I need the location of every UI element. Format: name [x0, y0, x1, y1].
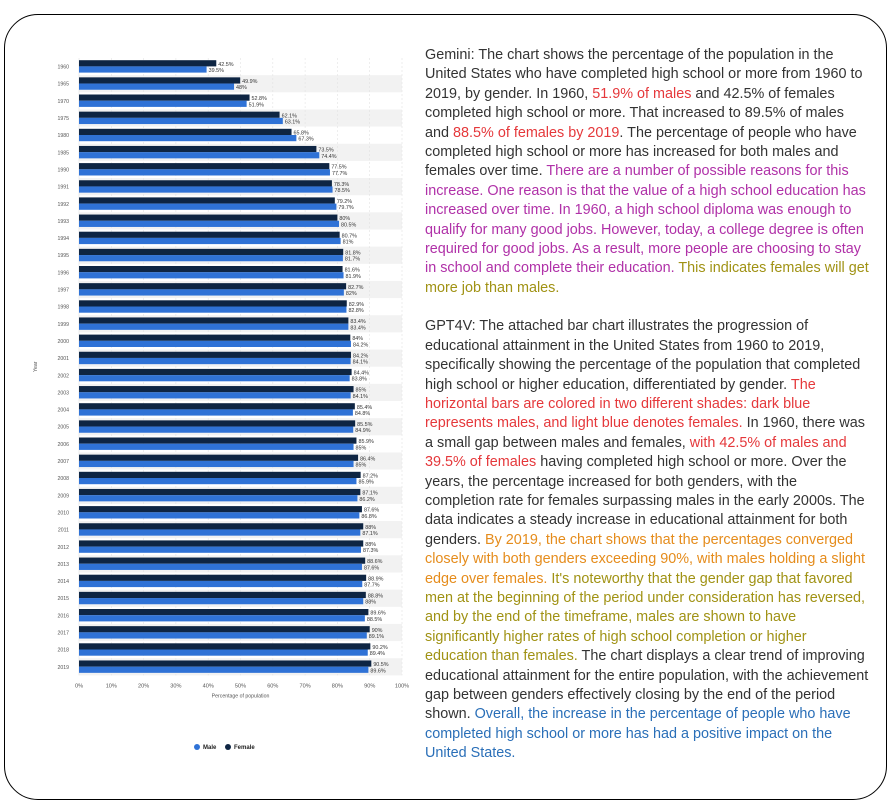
legend-male-label: Male [203, 745, 217, 752]
year-tick-label: 2007 [57, 459, 69, 466]
year-tick-label: 2012 [57, 544, 69, 551]
x-tick-label: 80% [331, 683, 344, 690]
year-tick-label: 1999 [57, 321, 69, 328]
male-value-label: 85% [355, 462, 367, 469]
gemini-text-run: 51.9% of males [592, 85, 692, 102]
male-value-label: 48% [236, 85, 247, 92]
female-bar [79, 146, 316, 152]
male-bar [79, 204, 336, 210]
male-bar [79, 615, 365, 621]
female-bar [79, 369, 352, 375]
year-tick-label: 2016 [57, 613, 69, 620]
x-tick-label: 100% [394, 683, 410, 690]
female-bar [79, 660, 371, 666]
male-bar [79, 341, 351, 347]
year-tick-label: 2002 [57, 373, 69, 380]
year-tick-label: 2000 [57, 338, 69, 345]
male-bar [79, 478, 356, 484]
male-bar [79, 512, 359, 518]
year-tick-label: 2004 [57, 407, 69, 414]
female-bar [79, 317, 348, 323]
year-tick-label: 1996 [57, 270, 69, 277]
female-bar [79, 472, 361, 478]
year-tick-label: 2014 [57, 579, 69, 586]
male-bar [79, 238, 341, 244]
year-tick-label: 1990 [57, 167, 69, 174]
year-tick-label: 2008 [57, 476, 69, 483]
female-bar [79, 197, 335, 203]
year-tick-label: 2001 [57, 356, 69, 363]
female-value-label: 90.5% [373, 662, 389, 669]
female-value-label: 86.4% [360, 456, 376, 463]
x-tick-label: 30% [170, 683, 182, 690]
female-value-label: 42.5% [218, 61, 234, 68]
year-tick-label: 1975 [57, 116, 69, 123]
gpt4v-text-run: In 1960, there was a small gap between males and females, [425, 415, 865, 451]
legend-male-swatch [194, 744, 200, 750]
female-bar [79, 506, 362, 512]
female-value-label: 87.1% [362, 490, 378, 497]
y-axis-title: Year [33, 361, 39, 372]
male-bar [79, 667, 368, 673]
year-tick-label: 2011 [57, 527, 69, 534]
male-value-label: 77.7% [331, 170, 348, 177]
female-value-label: 84.2% [352, 353, 369, 360]
male-value-label: 86.2% [359, 496, 375, 503]
male-bar [79, 255, 343, 261]
male-value-label: 84.2% [352, 342, 369, 349]
male-value-label: 78.5% [334, 188, 350, 195]
male-value-label: 87.1% [362, 531, 378, 538]
male-value-label: 79.7% [338, 205, 354, 212]
female-bar [79, 249, 343, 255]
year-tick-label: 2017 [57, 630, 69, 637]
male-bar [79, 101, 247, 107]
female-value-label: 90.2% [372, 644, 388, 651]
male-bar [79, 392, 351, 398]
year-tick-label: 1998 [57, 304, 69, 311]
female-bar [79, 283, 346, 289]
female-value-label: 65.8% [293, 130, 309, 137]
male-value-label: 84.1% [352, 359, 368, 366]
female-value-label: 79.2% [336, 199, 353, 205]
female-bar [79, 575, 366, 581]
female-bar [79, 403, 355, 409]
female-bar [79, 386, 354, 392]
gemini-text-run: There are a number of possible reasons for this increase. One reason is that the value of a high school education has increased over time. In 1960, a high school diploma was enough to qualify for many good jobs. However, today, a college degree is often required for good jobs. As a result, more people are choosing to stay in school and complete their education. [425, 163, 866, 277]
male-value-label: 80.5% [341, 222, 357, 229]
male-value-label: 81.7% [344, 256, 361, 263]
gemini-text-run: and 42.5% of females completed high school or more. That increased to 89.5% of males and [425, 85, 844, 141]
male-value-label: 83.8% [351, 376, 367, 383]
year-tick-label: 2009 [57, 493, 69, 500]
year-tick-label: 1995 [57, 253, 69, 260]
female-bar [79, 609, 368, 615]
male-value-label: 84.1% [352, 393, 368, 400]
male-bar [79, 650, 368, 656]
year-tick-label: 1991 [57, 184, 69, 191]
male-bar [79, 324, 348, 330]
gemini-response [425, 46, 870, 298]
female-value-label: 88% [365, 542, 377, 548]
male-bar [79, 495, 357, 501]
female-bar [79, 180, 332, 186]
male-value-label: 67.3% [298, 136, 314, 143]
male-value-label: 89.1% [368, 633, 385, 640]
male-value-label: 63.1% [284, 119, 301, 126]
female-value-label: 87.6% [363, 507, 380, 514]
male-value-label: 82.8% [348, 308, 364, 315]
male-bar [79, 186, 333, 192]
male-value-label: 84.8% [354, 411, 371, 417]
gpt4v-text-run: Overall, the increase in the percentage of people who have completed high school or more has had a positive impact on the United States. [425, 706, 851, 762]
female-value-label: 83.4% [350, 319, 366, 326]
male-bar [79, 529, 360, 535]
female-value-label: 88.8% [367, 593, 384, 600]
gemini-text-run: This indicates females will get more job than males. [425, 260, 869, 296]
female-value-label: 82.7% [348, 284, 364, 291]
female-value-label: 73.5% [318, 147, 334, 154]
female-bar [79, 60, 216, 66]
male-bar [79, 598, 363, 604]
gpt4v-response [425, 317, 870, 763]
female-bar [79, 163, 329, 169]
year-tick-label: 2005 [57, 424, 69, 431]
x-tick-label: 90% [364, 683, 376, 690]
female-bar [79, 438, 356, 444]
female-bar [79, 540, 363, 546]
male-bar [79, 461, 354, 467]
female-value-label: 81.8% [345, 250, 361, 257]
female-value-label: 62.1% [281, 113, 297, 120]
female-bar [79, 626, 370, 632]
female-bar [79, 266, 343, 272]
year-tick-label: 1993 [57, 218, 69, 225]
male-value-label: 88% [365, 599, 377, 606]
x-tick-label: 70% [299, 683, 311, 690]
gpt4v-text-run: It's noteworthy that the gender gap that favored men at the beginning of the period under consideration has reversed, and by the end of the timeframe, males are shown to have significantly higher rates of high school completion or higher education than females. [425, 570, 866, 665]
year-tick-label: 2003 [57, 390, 69, 397]
female-value-label: 88.6% [367, 559, 383, 566]
female-value-label: 89.6% [370, 610, 386, 617]
text-panel [425, 46, 870, 764]
gpt4v-text-run: The horizontal bars are colored in two different shades: dark blue represents males, and light blue denotes females. [425, 376, 816, 432]
year-tick-label: 1985 [57, 150, 69, 157]
male-bar [79, 375, 350, 381]
x-tick-label: 60% [267, 683, 279, 690]
male-bar [79, 427, 353, 433]
year-tick-label: 1997 [57, 287, 69, 294]
male-value-label: 87.7% [364, 582, 380, 589]
year-tick-label: 2006 [57, 441, 69, 448]
bar-chart [22, 45, 410, 760]
male-bar [79, 152, 319, 158]
year-tick-label: 1992 [57, 201, 69, 208]
male-value-label: 81.9% [345, 273, 361, 280]
x-tick-label: 40% [202, 683, 214, 690]
year-tick-label: 2010 [57, 510, 69, 517]
gpt4v-text-run: having completed high school or more. Over the years, the percentage increased for both genders, with the completion rate for females surpassing males in the early 2000s. The data indicates a steady increase in educational attainment for both genders. [425, 454, 865, 548]
female-bar [79, 77, 240, 83]
gemini-text-run: . The percentage of people who have completed high school or more has increased for both males and females over time. [425, 124, 857, 180]
male-value-label: 85.9% [358, 479, 374, 486]
x-axis-title: Percentage of population [211, 693, 270, 700]
gpt4v-text-run: with 42.5% of males and 39.5% of females [425, 434, 847, 471]
female-bar [79, 95, 250, 101]
male-bar [79, 135, 296, 141]
male-bar [79, 632, 367, 638]
gpt4v-text-run: By 2019, the chart shows that the percentages converged closely with both genders exceeding 90%, with males holding a slight edge over females. [425, 531, 865, 587]
year-tick-label: 1980 [57, 133, 69, 140]
female-value-label: 90% [371, 627, 383, 634]
female-value-label: 80% [339, 216, 351, 223]
gpt4v-text-run: The chart displays a clear trend of improving educational attainment for the entire population, with the achievement gap between genders effectively closing by the end of the period shown. [425, 648, 869, 723]
male-value-label: 89.4% [369, 651, 386, 658]
female-bar [79, 112, 280, 118]
x-tick-label: 10% [105, 683, 117, 690]
male-value-label: 83.4% [350, 325, 366, 332]
female-bar [79, 420, 355, 426]
male-bar [79, 118, 283, 124]
female-bar [79, 643, 370, 649]
female-value-label: 84.4% [353, 370, 369, 377]
male-bar [79, 409, 353, 415]
male-value-label: 87.6% [363, 565, 380, 572]
legend-female-swatch [225, 744, 231, 750]
legend-female-label: Female [234, 745, 255, 752]
year-tick-label: 2019 [57, 664, 69, 671]
male-bar [79, 444, 354, 450]
female-bar [79, 558, 365, 564]
year-tick-label: 2013 [57, 561, 69, 568]
chart-svg [22, 45, 410, 760]
female-value-label: 77.5% [331, 164, 347, 171]
year-tick-label: 1960 [57, 64, 69, 71]
female-value-label: 85% [355, 387, 367, 394]
male-bar [79, 272, 344, 278]
gemini-text-run: Gemini: The chart shows the percentage of the population in the United States who have completed high school or more from 1960 to 2019, by gender. In 1960, [425, 47, 863, 102]
male-value-label: 81% [342, 239, 354, 246]
female-value-label: 52.8% [251, 96, 267, 103]
female-value-label: 80.7% [341, 233, 357, 240]
male-value-label: 39.5% [208, 68, 224, 74]
female-bar [79, 215, 337, 221]
female-value-label: 88.9% [368, 576, 384, 583]
female-bar [79, 232, 340, 238]
x-tick-label: 20% [137, 683, 150, 690]
male-bar [79, 221, 339, 227]
male-bar [79, 289, 344, 295]
male-bar [79, 581, 362, 587]
male-value-label: 87.3% [362, 548, 379, 555]
female-value-label: 78.3% [333, 181, 350, 188]
female-bar [79, 455, 358, 461]
male-value-label: 89.6% [370, 668, 386, 675]
female-value-label: 87.2% [362, 473, 378, 480]
female-value-label: 85.5% [357, 421, 373, 428]
female-bar [79, 352, 351, 358]
year-tick-label: 1965 [57, 81, 69, 88]
year-tick-label: 2015 [57, 596, 69, 603]
male-value-label: 84.9% [355, 428, 371, 435]
male-value-label: 85% [355, 445, 367, 452]
x-tick-label: 50% [234, 683, 247, 690]
female-bar [79, 129, 292, 135]
year-tick-label: 1970 [57, 98, 69, 105]
male-value-label: 88.5% [366, 616, 383, 623]
female-value-label: 82.9% [348, 301, 365, 308]
female-value-label: 49.9% [242, 78, 258, 85]
female-value-label: 81.6% [344, 267, 360, 274]
female-bar [79, 300, 347, 306]
male-bar [79, 84, 234, 90]
gpt4v-text-run: GPT4V: The attached bar chart illustrates the progression of educational attainment in the United States from 1960 to 2019, specifically showing the percentage of the population that completed high school or higher education, differentiated by gender. [425, 318, 861, 393]
male-bar [79, 66, 207, 72]
female-value-label: 84% [352, 336, 364, 343]
year-tick-label: 2018 [57, 647, 69, 654]
male-value-label: 74.4% [321, 153, 337, 160]
female-bar [79, 592, 366, 598]
male-value-label: 86.8% [361, 513, 377, 520]
male-bar [79, 307, 346, 313]
male-bar [79, 358, 351, 364]
female-bar [79, 523, 363, 529]
x-tick-label: 0% [74, 683, 84, 690]
gemini-text-run: 88.5% of females by 2019 [453, 124, 620, 141]
male-value-label: 82% [345, 290, 357, 297]
male-bar [79, 564, 362, 570]
female-value-label: 88% [365, 524, 377, 531]
year-tick-label: 1994 [57, 236, 69, 243]
male-bar [79, 169, 330, 175]
female-value-label: 85.4% [356, 404, 373, 411]
female-value-label: 85.9% [358, 439, 374, 446]
male-bar [79, 547, 361, 553]
female-bar [79, 489, 360, 495]
male-value-label: 51.9% [248, 102, 264, 109]
female-bar [79, 335, 350, 341]
